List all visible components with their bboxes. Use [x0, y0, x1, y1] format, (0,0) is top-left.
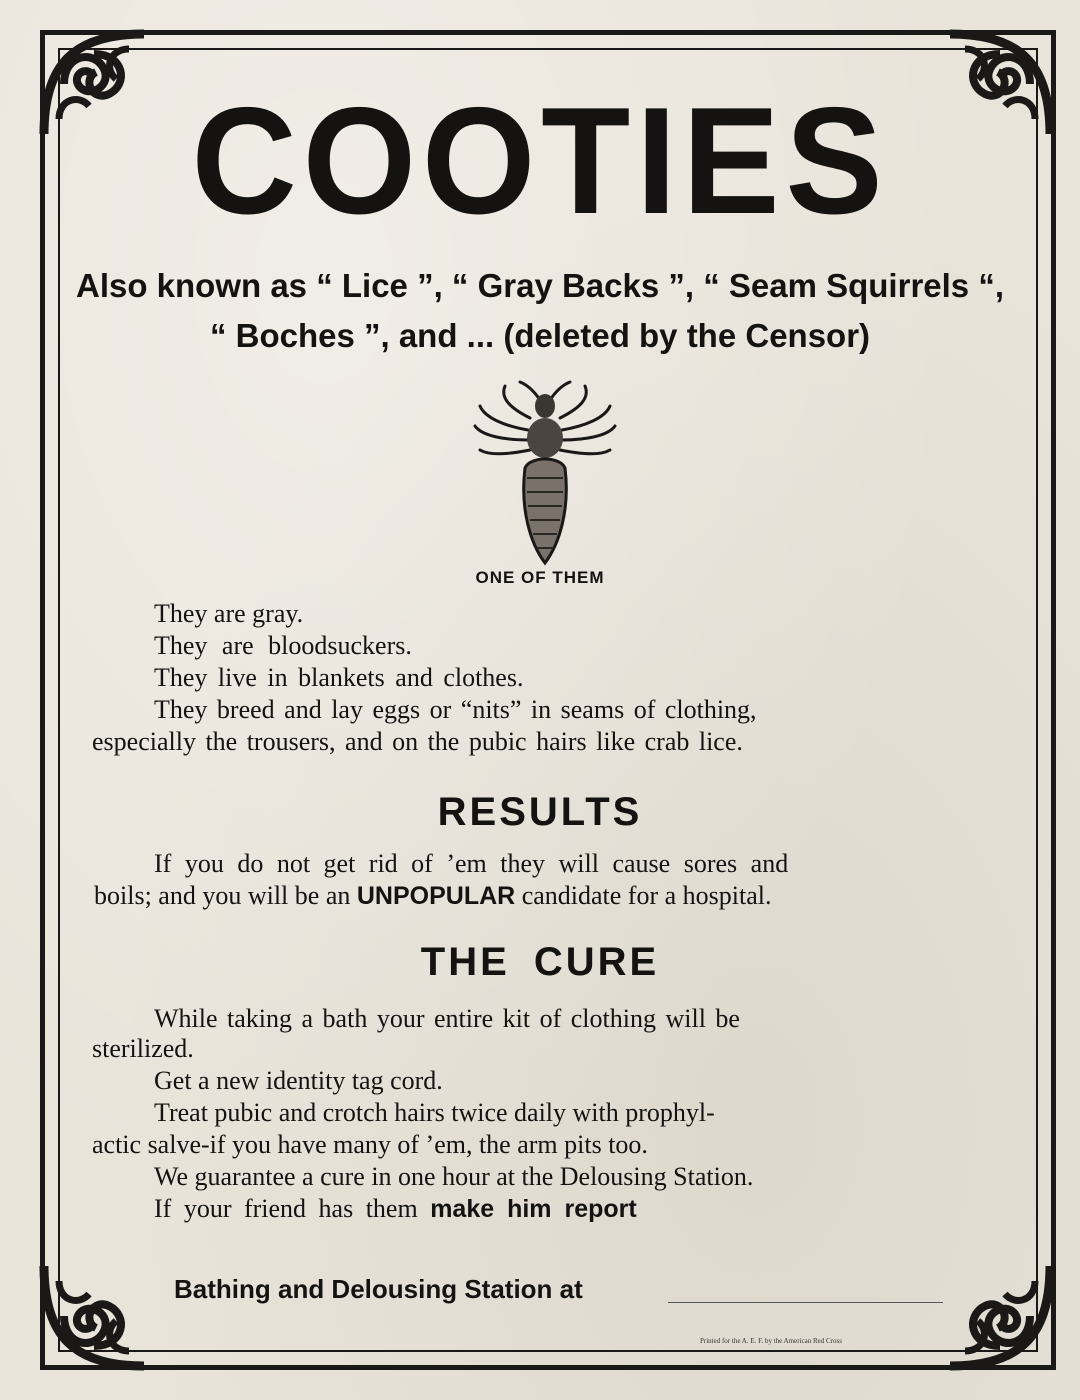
- make-him-report-emphasis: make him report: [430, 1195, 637, 1223]
- intro-line-2: They are bloodsuckers.: [154, 631, 412, 660]
- cure-line-1: While taking a bath your entire kit of clothing will be: [154, 1004, 740, 1033]
- results-line-1: If you do not get rid of ’em they will cause sores and: [154, 849, 789, 878]
- results-line-2: [94, 880, 772, 912]
- intro-line-4: They breed and lay eggs or “nits” in seams of clothing,: [154, 695, 757, 724]
- station-label: Bathing and Delousing Station at: [174, 1274, 583, 1304]
- cure-line-3: Get a new identity tag cord.: [154, 1066, 443, 1095]
- cure-line-5: actic salve-if you have many of ’em, the arm pits too.: [92, 1130, 648, 1159]
- aka-line-2: “ Boches ”, and ... (deleted by the Censor): [209, 317, 871, 354]
- aka-line-1: Also known as “ Lice ”, “ Gray Backs ”, “ Seam Squirrels “,: [75, 267, 1004, 304]
- louse-illustration-icon: [470, 378, 620, 568]
- station-blank-line: [668, 1302, 943, 1303]
- cure-line-6: We guarantee a cure in one hour at the Delousing Station.: [154, 1162, 754, 1191]
- corner-ornament-icon: [940, 1256, 1060, 1376]
- results-text: boils; and you will be an: [94, 881, 351, 910]
- intro-line-1: They are gray.: [154, 599, 304, 628]
- cure-line-2: sterilized.: [92, 1034, 194, 1063]
- unpopular-emphasis: UNPOPULAR: [356, 882, 516, 910]
- illustration-caption: ONE OF THEM: [475, 568, 605, 587]
- poster-title: COOTIES: [191, 76, 889, 246]
- results-heading: RESULTS: [437, 790, 643, 834]
- cure-heading: THE CURE: [420, 940, 660, 984]
- results-text: candidate for a hospital.: [521, 881, 772, 910]
- printer-credit: Printed for the A. E. F. by the American Red Cross: [700, 1337, 842, 1345]
- intro-line-3: They live in blankets and clothes.: [154, 663, 524, 692]
- cure-line-7: [154, 1193, 637, 1225]
- intro-line-5: especially the trousers, and on the pubic hairs like crab lice.: [92, 727, 743, 756]
- cure-line-4: Treat pubic and crotch hairs twice daily with prophyl-: [154, 1098, 715, 1127]
- cure-text: If your friend has them: [154, 1194, 418, 1223]
- corner-ornament-icon: [34, 1256, 154, 1376]
